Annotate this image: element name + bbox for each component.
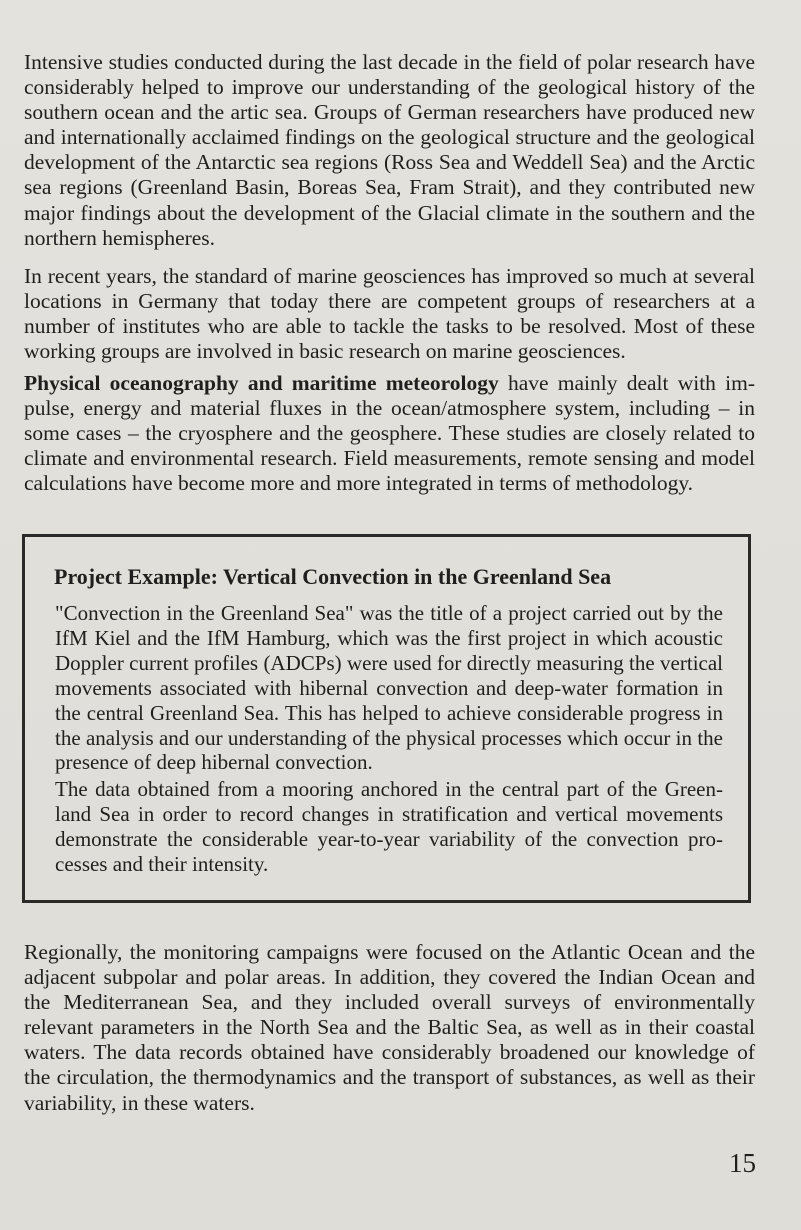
paragraph-polar-research: Intensive studies conducted during the last decade in the field of polar research have considerably helped to improve our understanding of the geological history of the southern ocean and the artic sea. Groups of German researchers have produced new and internationally acclaimed findings on the geological structure and the geological development of the Antarctic sea regions (Ross Sea and Weddell Sea) and the Arctic sea regions (Greenland Basin, Boreas Sea, Fram Strait), and they contributed new major findings about the development of the Glacial climate in the southern and the northern hemispheres. [24,50,755,250]
paragraph-marine-geosciences: In recent years, the standard of marine geosciences has improved so much at several locations in Germany that today there are competent groups of researchers at a number of institutes who are able to tackle the tasks to be resolved. Most of these working groups are involved in basic research on marine geosciences. [24,264,755,364]
paragraph-monitoring-campaigns: Regionally, the monitoring campaigns were focused on the Atlantic Ocean and the adjacent subpolar and polar areas. In addition, they covered the Indian Ocean and the Mediterranean Sea, and they included overall surveys of environmentally relevant parameters in the North Sea and the Baltic Sea, as well as in their coastal waters. The data records obtained have considerably broadened our knowledge of the circulation, the thermodynamics and the transport of substances, as well as their variability, in these waters. [24,940,755,1115]
project-paragraph-convection: "Convection in the Greenland Sea" was the title of a project carried out by the IfM Kiel and the IfM Hamburg, which was the first project in which acoustic Doppler current profiles (ADCPs) were used for directly measuring the vertical movements associated with hibernal convection and deep-water formation in the central Greenland Sea. This has helped to achieve considerable progress in the analysis and our understanding of the physical processes which occur in the presence of deep hibernal convection. [55,601,723,775]
page-number: 15 [729,1148,756,1178]
project-paragraph-mooring-data: The data obtained from a mooring anchored in the central part of the Greenland Sea in order to record changes in stratification and vertical movements demonstrate the considerable year-to-year variability of the convection processes and their intensity. [55,777,723,876]
paragraph-body-text: have mainly dealt with impulse, energy and material fluxes in the ocean/atmosphere system, including – in some cases – the cryosphere and the geosphere. These studies are closely related to climate and environmental research. Field measurements, remote sensing and model calculations have become more and more integrated in terms of methodology. [24,371,755,496]
project-example-title: Project Example: Vertical Convection in the Greenland Sea [54,564,612,589]
project-example-box [22,534,751,903]
paragraph-lead-heading: Physical oceanography and maritime meteorology [24,371,499,395]
paragraph-physical-oceanography [24,371,755,496]
